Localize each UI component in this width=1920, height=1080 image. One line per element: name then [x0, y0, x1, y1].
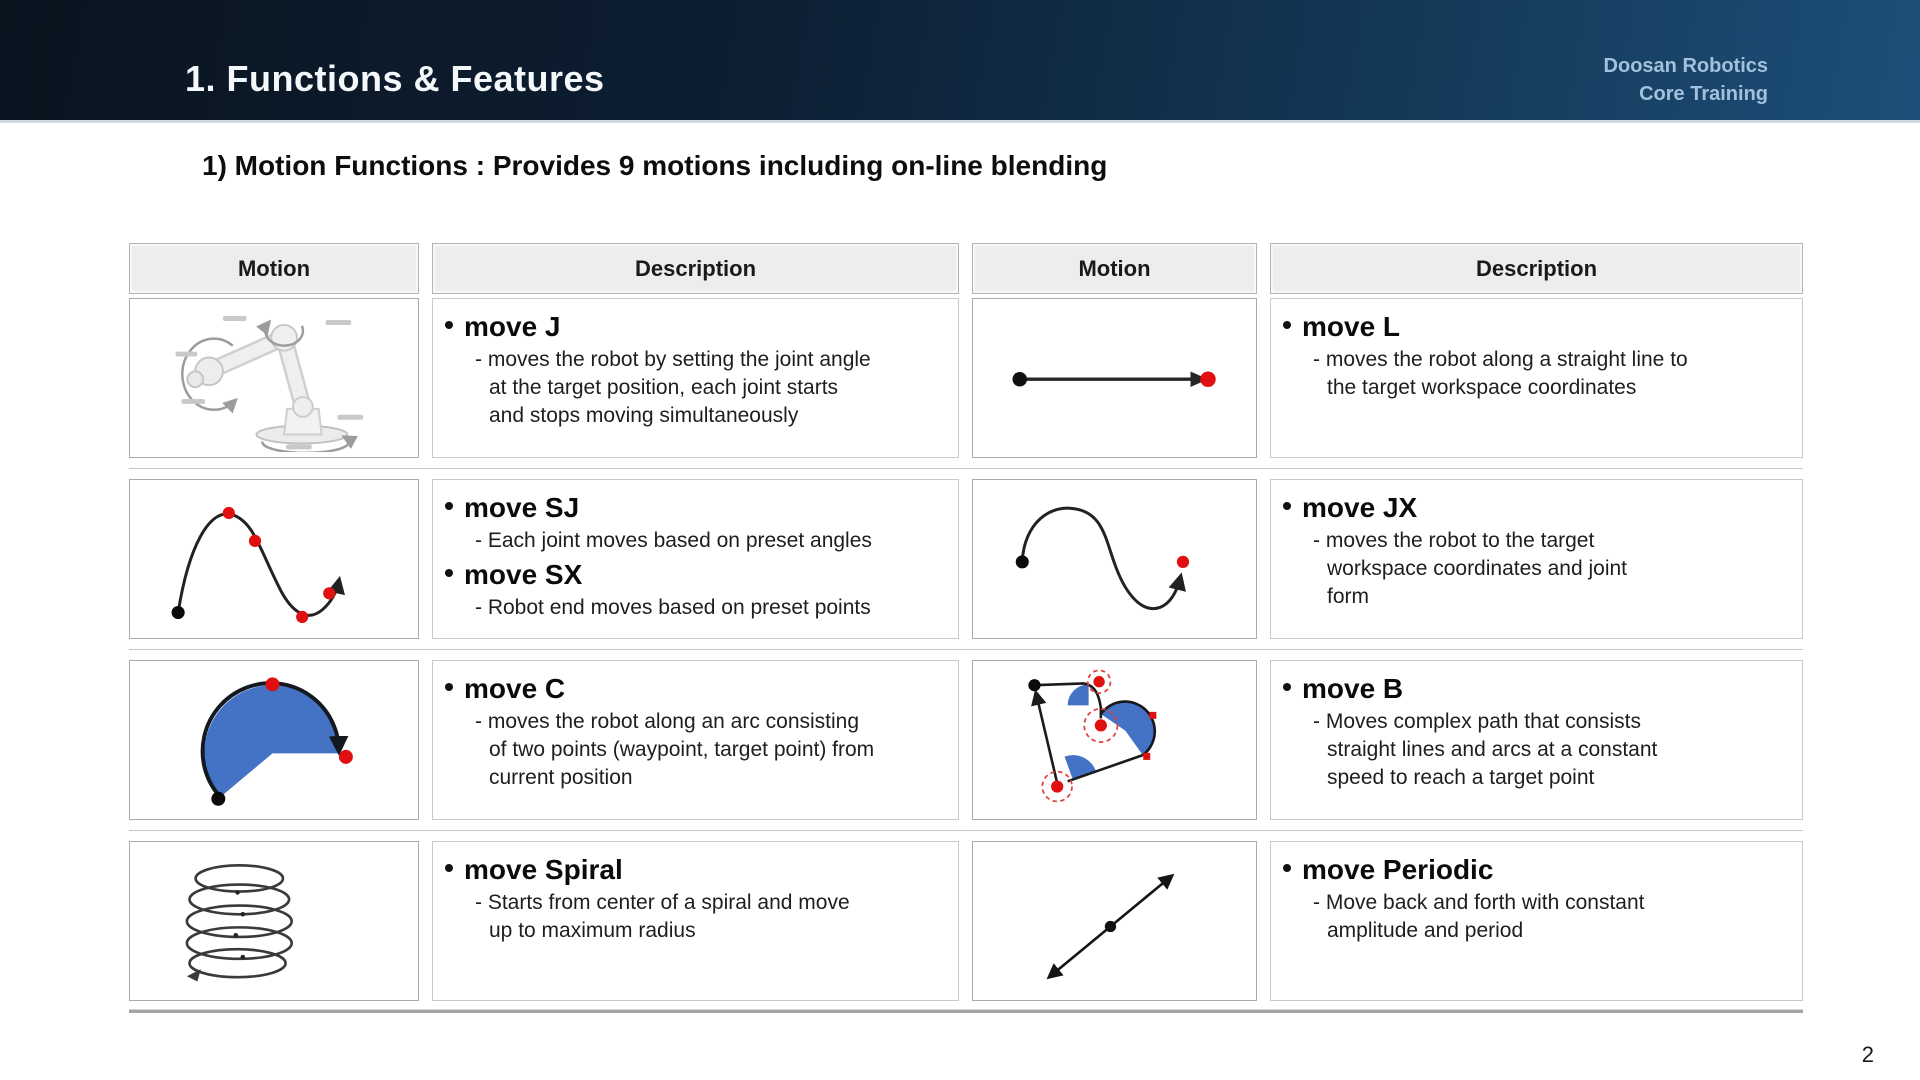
description-cell	[1270, 479, 1803, 639]
motion-cell	[972, 298, 1257, 458]
motion-cell	[972, 841, 1257, 1001]
column-header-motion-1: Motion	[129, 243, 419, 294]
page-number: 2	[1861, 1042, 1874, 1067]
motion-detail: - moves the robot along a straight line to the target workspace coordinates	[1313, 348, 1688, 400]
description-cell	[432, 660, 959, 820]
motion-name: move Periodic	[1283, 852, 1796, 887]
spiral-diagram	[136, 847, 412, 996]
column-header-motion-2: Motion	[972, 243, 1257, 294]
spline-joint-diagram	[136, 485, 412, 634]
motion-detail: - Each joint moves based on preset angles	[475, 529, 872, 552]
motion-cell	[129, 479, 419, 639]
table-row	[129, 841, 1803, 1001]
table-row	[129, 479, 1803, 639]
motion-detail: - moves the robot by setting the joint angle at the target position, each joint starts and stops moving simultaneously	[475, 348, 871, 428]
motion-name: move Spiral	[445, 852, 952, 887]
description-cell	[1270, 298, 1803, 458]
motion-cell	[972, 479, 1257, 639]
straight-line-diagram	[979, 304, 1251, 453]
periodic-diagram	[979, 847, 1251, 996]
robot-arm-diagram	[136, 304, 412, 453]
description-cell	[432, 841, 959, 1001]
motion-detail: - moves the robot to the target workspace coordinates and joint form	[1313, 529, 1628, 609]
motion-name: move C	[445, 671, 952, 706]
column-header-description-2: Description	[1270, 243, 1803, 294]
motion-detail: - Robot end moves based on preset points	[475, 596, 871, 620]
section-subtitle: 1) Motion Functions : Provides 9 motions including on-line blending	[202, 150, 1108, 181]
blend-path-diagram	[979, 666, 1251, 815]
page-title: 1. Functions & Features	[185, 58, 605, 99]
brand-line1: Doosan Robotics	[1603, 55, 1768, 77]
motion-cell	[129, 660, 419, 820]
motion-detail: - moves the robot along an arc consisting of two points (waypoint, target point) from current position	[475, 710, 875, 790]
arc-diagram	[136, 666, 412, 815]
motion-name: move SJ	[445, 490, 952, 525]
slide-header-bar	[0, 0, 1920, 123]
motion-detail: - Moves complex path that consists straight lines and arcs at a constant speed to reach a target point	[1313, 710, 1658, 790]
description-cell	[432, 479, 959, 639]
brand-text	[1604, 52, 1768, 108]
motion-name: move L	[1283, 309, 1796, 344]
motion-detail: - Starts from center of a spiral and move up to maximum radius	[475, 891, 850, 943]
motion-table	[129, 243, 1803, 1013]
table-bottom-rule	[129, 1009, 1803, 1013]
row-separator	[129, 820, 1803, 831]
description-cell	[432, 298, 959, 458]
brand-line2: Core Training	[1639, 83, 1768, 105]
table-header-row	[129, 243, 1803, 294]
description-cell	[1270, 660, 1803, 820]
table-row	[129, 298, 1803, 458]
row-separator	[129, 458, 1803, 469]
motion-cell	[972, 660, 1257, 820]
row-separator	[129, 639, 1803, 650]
motion-name: move JX	[1283, 490, 1796, 525]
description-cell	[1270, 841, 1803, 1001]
column-header-description-1: Description	[432, 243, 959, 294]
table-row	[129, 660, 1803, 820]
motion-cell	[129, 841, 419, 1001]
motion-name: move B	[1283, 671, 1796, 706]
s-curve-diagram	[979, 485, 1251, 634]
motion-name: move SX	[445, 557, 952, 592]
motion-detail: - Move back and forth with constant amplitude and period	[1313, 891, 1645, 943]
motion-name: move J	[445, 309, 952, 344]
motion-cell	[129, 298, 419, 458]
